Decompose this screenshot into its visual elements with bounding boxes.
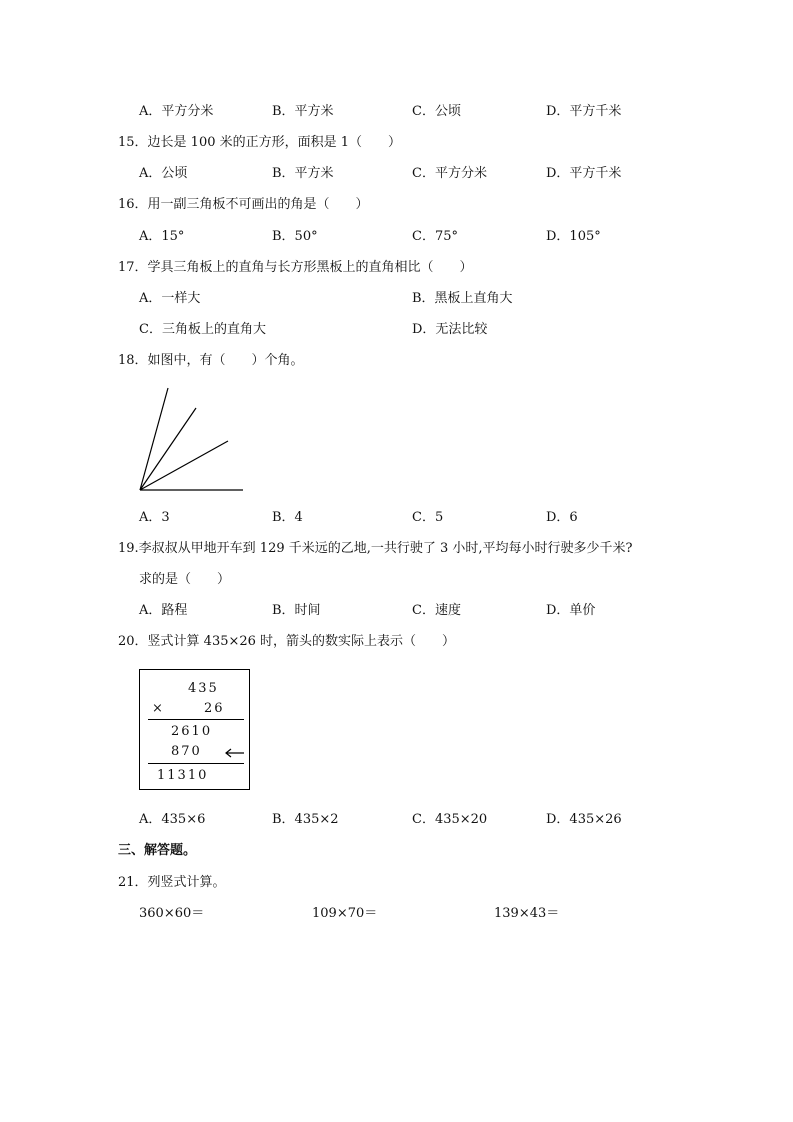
q18-stem: 18．如图中，有（ ）个角。: [118, 353, 304, 368]
q20-option-c: C．435×20: [412, 812, 488, 827]
q21-item-2: 109×70＝: [312, 906, 378, 921]
ray-2: [140, 408, 196, 490]
vertical-partial-2: 870: [171, 744, 202, 759]
q19-option-d: D．单价: [546, 603, 596, 618]
rule-line-2: [148, 763, 244, 764]
q20-option-a: A．435×6: [139, 812, 206, 827]
q21-item-3: 139×43＝: [494, 906, 560, 921]
q18-option-d: D．6: [546, 510, 578, 525]
q16-option-a: A．15°: [139, 229, 185, 244]
q16-option-c: C．75°: [412, 229, 458, 244]
q15-option-a: A．公顷: [139, 166, 188, 181]
q15-option-c: C．平方分米: [412, 166, 487, 181]
vertical-result: 11310: [157, 768, 209, 783]
q18-option-a: A．3: [139, 510, 170, 525]
ray-1: [140, 388, 168, 490]
q17-stem: 17．学具三角板上的直角与长方形黑板上的直角相比（ ）: [118, 260, 473, 275]
q19-option-a: A．路程: [139, 603, 188, 618]
q19-stem: 19.李叔叔从甲地开车到 129 千米远的乙地,一共行驶了 3 小时,平均每小时行驶多少千米?: [118, 541, 633, 556]
section-3-title: 三、解答题。: [118, 843, 197, 858]
q21-item-1: 360×60＝: [139, 906, 205, 921]
q14-option-c: C．公顷: [412, 104, 461, 119]
q16-stem: 16．用一副三角板不可画出的角是（ ）: [118, 197, 369, 212]
q19-stem-2: 求的是（ ）: [139, 572, 231, 587]
q21-stem: 21．列竖式计算。: [118, 875, 226, 890]
q18-option-b: B．4: [272, 510, 303, 525]
vertical-row-2: 26: [204, 701, 225, 716]
q14-option-b: B．平方米: [272, 104, 334, 119]
q17-option-c: C．三角板上的直角大: [139, 322, 266, 337]
q19-option-b: B．时间: [272, 603, 321, 618]
q17-option-a: A．一样大: [139, 291, 201, 306]
multiply-sign: ×: [152, 701, 165, 716]
ray-3: [140, 441, 228, 490]
vertical-multiplication-box: [139, 669, 250, 790]
q15-option-b: B．平方米: [272, 166, 334, 181]
vertical-row-1: 435: [188, 681, 219, 696]
q17-option-b: B．黑板上直角大: [412, 291, 513, 306]
q16-option-b: B．50°: [272, 229, 318, 244]
q20-option-b: B．435×2: [272, 812, 339, 827]
arrow-icon: [224, 748, 246, 758]
q20-option-d: D．435×26: [546, 812, 622, 827]
q20-stem: 20．竖式计算 435×26 时，箭头的数实际上表示（ ）: [118, 634, 456, 649]
vertical-partial-1: 2610: [171, 724, 213, 739]
q18-option-c: C．5: [412, 510, 444, 525]
q14-option-a: A．平方分米: [139, 104, 214, 119]
q17-option-d: D．无法比较: [412, 322, 488, 337]
rule-line-1: [148, 719, 244, 720]
q15-option-d: D．平方千米: [546, 166, 622, 181]
q15-stem: 15．边长是 100 米的正方形，面积是 1（ ）: [118, 135, 402, 150]
q14-option-d: D．平方千米: [546, 104, 622, 119]
angle-figure: [136, 384, 246, 494]
q19-option-c: C．速度: [412, 603, 461, 618]
q16-option-d: D．105°: [546, 229, 601, 244]
